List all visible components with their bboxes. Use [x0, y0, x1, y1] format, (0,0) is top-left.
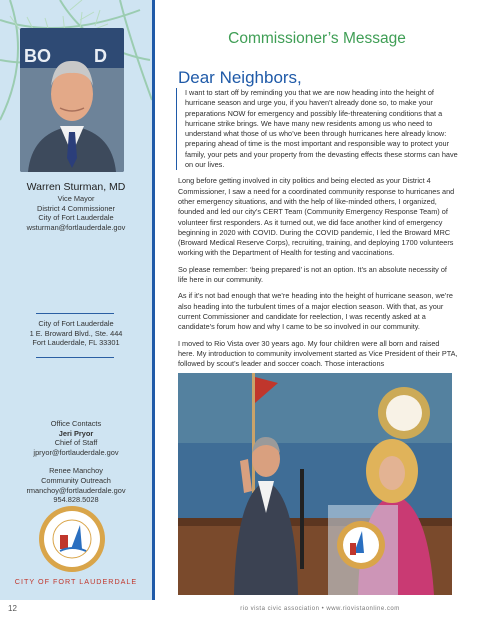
page-number: 12 [8, 604, 17, 613]
commissioner-portrait [20, 28, 124, 172]
contacts-heading: Office Contacts [50, 419, 102, 428]
paragraph-4: As if it’s not bad enough that we’re heading into the height of hurricane season, we’re also heading into the turbulent times of a major election season. With that, as your current Commissioner and candidate for reelection, I was recently asked at a candidate’s forum how and why I came to be so involved in our community. [178, 291, 453, 332]
contact-1-role: Chief of Staff [54, 438, 98, 448]
column-divider [152, 0, 155, 600]
contact-2-role: Community Outreach [41, 475, 111, 485]
paragraph-3: So please remember: ‘being prepared’ is not an option. It’s an absolute necessity of life here in our community. [178, 264, 447, 285]
commissioner-info [4, 181, 148, 232]
page-footer: rio vista civic association • www.riovistaonline.com [240, 606, 400, 612]
paragraph-1: I want to start off by reminding you that we are now heading into the height of hurricane season and urge you, if you haven’t already done so, to make your preparations NOW for emergency and possibly life-threatening conditions that a hurricane strike brings. We have many new residents among us who need to understand what those of us who’ve been through hurricanes here already know: preparing ahead of time is the most important and responsible way to protect your family, your pets and your property from the devasting effects these storms can have on our lives. [176, 88, 458, 170]
office-address [4, 319, 148, 348]
salutation: Dear Neighbors, [178, 68, 302, 87]
city-seal-logo [38, 505, 106, 573]
sidebar [0, 0, 152, 600]
svg-text:BO: BO [24, 46, 51, 66]
commissioner-title-1: Vice Mayor [57, 194, 95, 203]
divider [36, 357, 114, 358]
commissioner-city: City of Fort Lauderdale [38, 213, 114, 223]
divider [36, 313, 114, 314]
address-line-3: Fort Lauderdale, FL 33301 [32, 338, 120, 348]
address-line-2: 1 E. Broward Blvd., Ste. 444 [29, 328, 123, 338]
svg-text:D: D [94, 46, 107, 66]
article-body [178, 88, 458, 375]
page-title: Commissioner’s Message [228, 30, 406, 47]
paragraph-5: I moved to Rio Vista over 30 years ago. My four children were all born and raised here. My introduction to community involvement started as Vice President of their PTA, followed by scout’s leader and soccer coach. Those interactions [178, 338, 458, 369]
paragraph-2: Long before getting involved in city politics and being elected as your District 4 Commissioner, I saw a need for a coordinated community response to hurricanes and other emergency situations, and with the help of like-minded others, I organized, founded and led our city’s CERT Team (Community Emergency Response Team) of volunteer first responders. As it turned out, we did face another kind of emergency beginning in 2020 with COVID. During the COVID pandemic, I led the Broward MRC (Broward Medical Reserve Corps), recruiting, training, and deploying 1700 volunteers working with the Department of Health for testing and vaccinations. [178, 176, 455, 258]
address-line-1: City of Fort Lauderdale [38, 319, 114, 328]
office-contacts [4, 419, 148, 505]
contact-2-email[interactable]: rmanchoy@fortlauderdale.gov [26, 485, 126, 495]
swearing-in-photo [178, 373, 452, 595]
contact-1-name: Jeri Pryor [58, 428, 94, 438]
contact-1-email[interactable]: jpryor@fortlauderdale.gov [33, 447, 119, 457]
commissioner-title-2: District 4 Commissioner [36, 203, 116, 213]
city-name-label: CITY OF FORT LAUDERDALE [14, 577, 138, 586]
commissioner-email[interactable]: wsturman@fortlauderdale.gov [26, 222, 126, 232]
contact-2-phone: 954.828.5028 [53, 495, 99, 505]
contact-2-name: Renee Manchoy [49, 466, 103, 476]
commissioner-name: Warren Sturman, MD [26, 181, 126, 193]
